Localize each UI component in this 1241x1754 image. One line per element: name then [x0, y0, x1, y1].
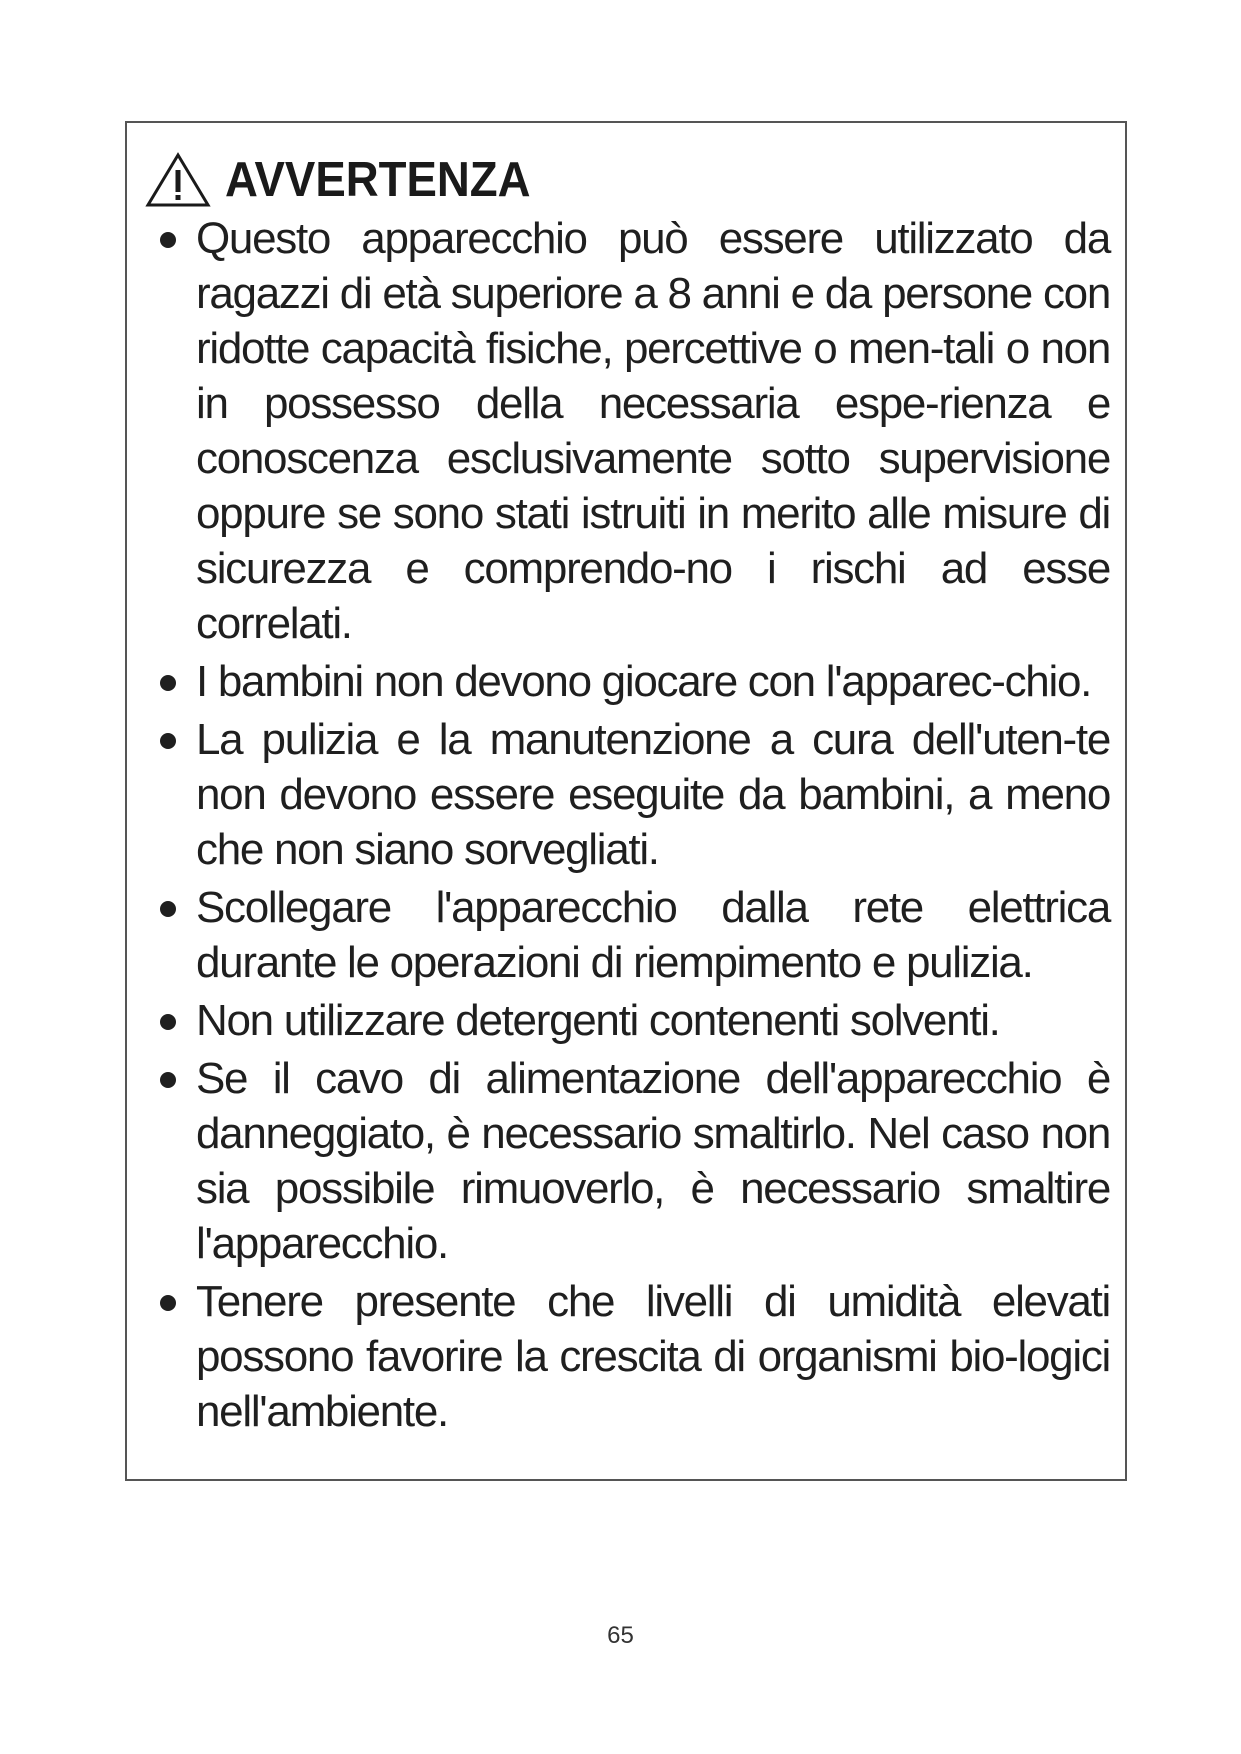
- bullet-icon: [160, 1295, 176, 1311]
- bullet-icon: [160, 675, 176, 691]
- warning-title: AVVERTENZA: [225, 153, 531, 207]
- list-item-text: Scollegare l'apparecchio dalla rete elettrica durante le operazioni di riempimento e pulizia.: [196, 883, 1110, 987]
- list-item: [145, 1051, 1110, 1271]
- list-item-text: Non utilizzare detergenti contenenti solventi.: [196, 996, 1000, 1045]
- list-item: [145, 654, 1110, 709]
- warning-box: [125, 121, 1127, 1481]
- bullet-icon: [160, 733, 176, 749]
- list-item: [145, 712, 1110, 877]
- list-item: [145, 993, 1110, 1048]
- bullet-icon: [160, 1014, 176, 1030]
- list-item: [145, 880, 1110, 990]
- list-item-text: La pulizia e la manutenzione a cura dell'uten-te non devono essere eseguite da bambini, a meno che non siano sorvegliati.: [196, 715, 1110, 874]
- list-item-text: Se il cavo di alimentazione dell'apparecchio è danneggiato, è necessario smaltirlo. Nel caso non sia possibile rimuoverlo, è necessario smaltire l'apparecchio.: [196, 1054, 1110, 1268]
- list-item-text: Questo apparecchio può essere utilizzato da ragazzi di età superiore a 8 anni e da persone con ridotte capacità fisiche, percettive o men-tali o non in possesso della necessaria espe-rienza e conoscenza esclusivamente sotto supervisione oppure se sono stati istruiti in merito alle misure di sicurezza e comprendo-no i rischi ad esse correlati.: [196, 214, 1110, 648]
- list-item-text: I bambini non devono giocare con l'apparec-chio.: [196, 657, 1092, 706]
- page-number: 65: [607, 1622, 634, 1649]
- list-item: [145, 211, 1110, 651]
- warning-triangle-icon: [145, 152, 211, 208]
- list-item-text: Tenere presente che livelli di umidità elevati possono favorire la crescita di organismi bio-logici nell'ambiente.: [196, 1277, 1110, 1436]
- list-item: [145, 1274, 1110, 1439]
- bullet-icon: [160, 232, 176, 248]
- bullet-icon: [160, 1072, 176, 1088]
- bullet-icon: [160, 901, 176, 917]
- warning-header: [145, 149, 1107, 211]
- warning-list: [145, 211, 1110, 1439]
